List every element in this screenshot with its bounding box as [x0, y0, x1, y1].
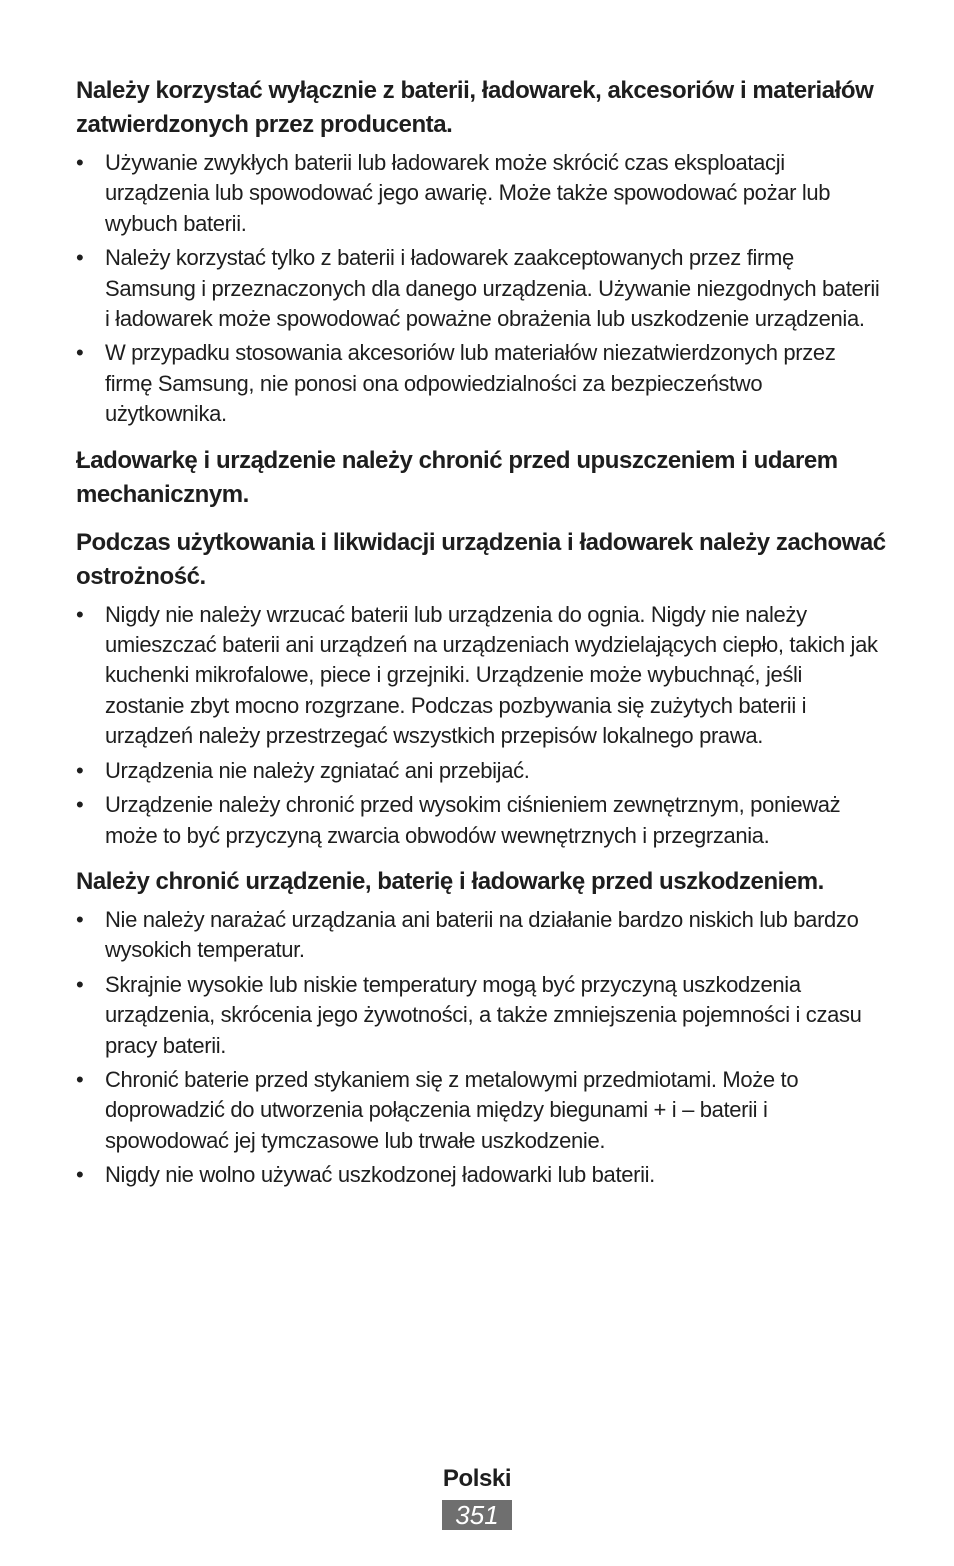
- bullet-icon: •: [76, 757, 84, 783]
- bullet-icon: •: [76, 971, 84, 997]
- section-heading: Ładowarkę i urządzenie należy chronić przed upuszczeniem i udarem mechanicznym.: [76, 446, 838, 508]
- list-item-text: Używanie zwykłych baterii lub ładowarek może skrócić czas eksploatacji urządzenia lub spowodować jego awarię. Może także spowodować pożar lub wybuch baterii.: [105, 150, 831, 236]
- list-item-text: Urządzenie należy chronić przed wysokim ciśnieniem zewnętrznym, ponieważ może to być przyczyną zwarcia obwodów wewnętrznych i przegrzania.: [105, 792, 841, 848]
- bullet-icon: •: [76, 906, 84, 932]
- section-drop-protection: [76, 444, 886, 512]
- section-heading: Podczas użytkowania i likwidacji urządzenia i ładowarek należy zachować ostrożność.: [76, 528, 886, 590]
- bullet-icon: •: [76, 792, 84, 818]
- list-item-text: Należy korzystać tylko z baterii i ładowarek zaakceptowanych przez firmę Samsung i przeznaczonych dla danego urządzenia. Używanie niezgodnych baterii i ładowarek może spowodować poważne obrażenia lub uszkodzenie urządzenia.: [105, 245, 880, 332]
- footer-language-label: Polski: [442, 1465, 512, 1492]
- list-item: [76, 905, 886, 966]
- section-damage-protection: [76, 865, 886, 1191]
- list-item-text: Nie należy narażać urządzania ani baterii na działanie bardzo niskich lub bardzo wysokich temperatur.: [105, 906, 859, 963]
- section-heading: Należy chronić urządzenie, baterię i ładowarkę przed uszkodzeniem.: [76, 867, 824, 895]
- list-item: [76, 148, 886, 239]
- section-use-and-disposal: [76, 526, 886, 851]
- list-item-text: Chronić baterie przed stykaniem się z metalowymi przedmiotami. Może to doprowadzić do utworzenia połączenia między biegunami + i – baterii i spowodować jej tymczasowe lub trwałe uszkodzenie.: [105, 1066, 799, 1153]
- bullet-icon: •: [76, 340, 84, 366]
- bullet-list: [76, 148, 886, 430]
- list-item-text: Urządzenia nie należy zgniatać ani przebijać.: [105, 757, 530, 783]
- bullet-icon: •: [76, 245, 84, 271]
- section-approved-accessories: [76, 74, 886, 430]
- list-item-text: Nigdy nie należy wrzucać baterii lub urządzenia do ognia. Nigdy nie należy umieszczać baterii ani urządzeń na urządzeniach wydzielających ciepło, takich jak kuchenki mikrofalowe, piece i grzejniki. Urządzenie może wybuchnąć, jeśli zostanie zbyt mocno rozgrzane. Podczas pozbywania się zużytych baterii i urządzeń należy przestrzegać wszystkich przepisów lokalnego prawa.: [105, 601, 878, 749]
- bullet-icon: •: [76, 150, 84, 175]
- page-footer: [0, 1462, 954, 1530]
- list-item: [76, 756, 886, 786]
- list-item: [76, 1065, 886, 1156]
- list-item: [76, 338, 886, 429]
- document-body: [76, 74, 886, 1205]
- list-item: [76, 243, 886, 334]
- list-item-text: Nigdy nie wolno używać uszkodzonej ładowarki lub baterii.: [105, 1162, 655, 1188]
- list-item: [76, 1160, 886, 1190]
- bullet-icon: •: [76, 1066, 84, 1092]
- bullet-icon: •: [76, 601, 84, 627]
- bullet-list: [76, 905, 886, 1191]
- list-item: [76, 790, 886, 851]
- list-item: [76, 970, 886, 1061]
- list-item: [76, 600, 886, 752]
- page-number-badge: 351: [442, 1500, 512, 1530]
- bullet-icon: •: [76, 1162, 84, 1188]
- list-item-text: Skrajnie wysokie lub niskie temperatury mogą być przyczyną uszkodzenia urządzenia, skrócenia jego żywotności, a także zmniejszenia pojemności i czasu pracy baterii.: [105, 971, 862, 1058]
- bullet-list: [76, 600, 886, 851]
- section-heading: Należy korzystać wyłącznie z baterii, ładowarek, akcesoriów i materiałów zatwierdzonych przez producenta.: [76, 77, 874, 138]
- list-item-text: W przypadku stosowania akcesoriów lub materiałów niezatwierdzonych przez firmę Samsung, nie ponosi ona odpowiedzialności za bezpieczeństwo użytkownika.: [105, 340, 836, 427]
